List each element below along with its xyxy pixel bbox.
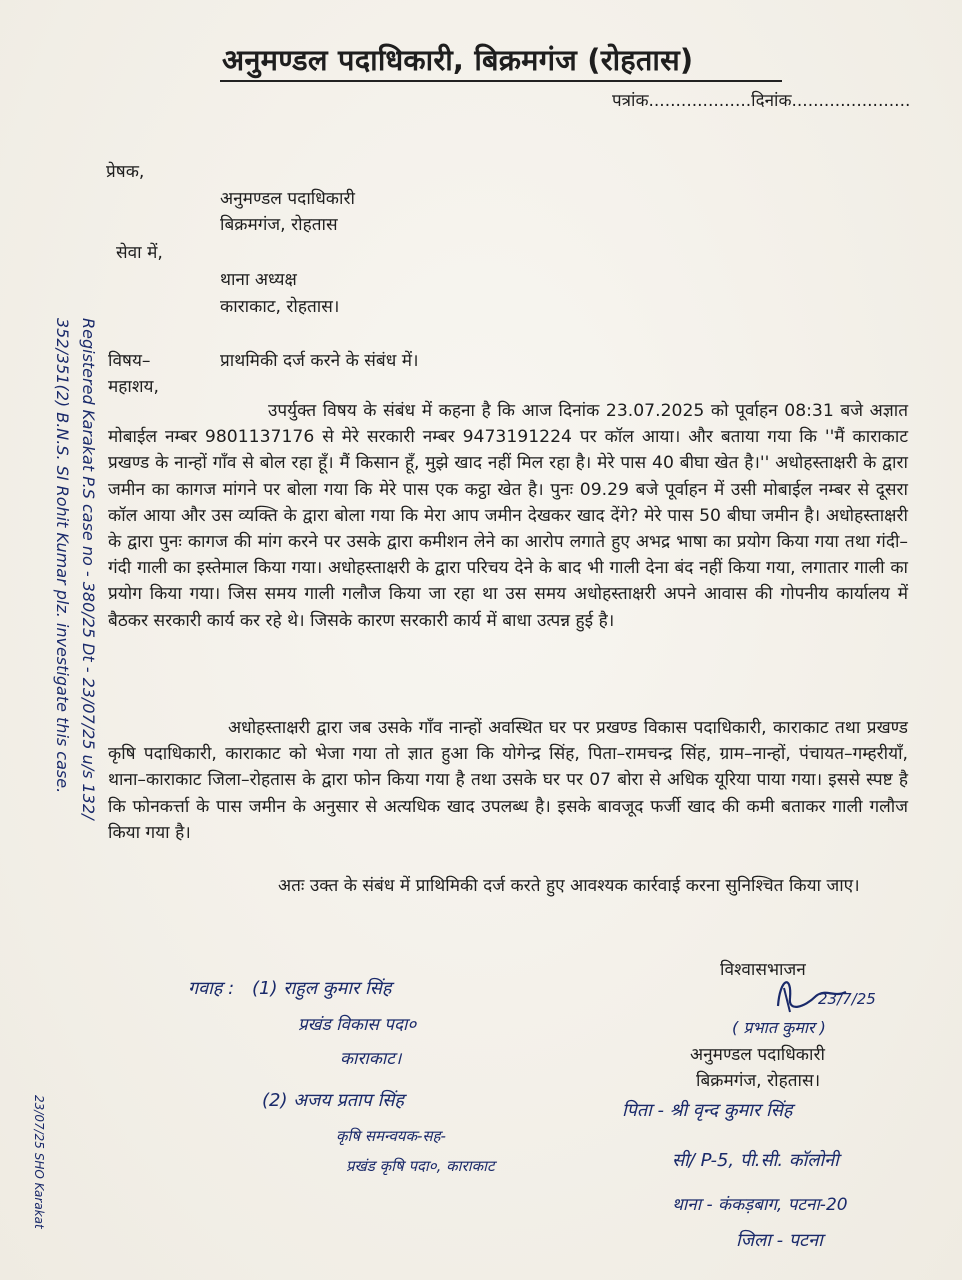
signatory-designation: अनुमण्डल पदाधिकारी — [690, 1045, 825, 1065]
recipient-line1: थाना अध्यक्ष — [220, 270, 297, 290]
margin-endorsement-line2: 352/351(2) B.N.S. SI Rohit Kumar plz. investigate this case. — [53, 318, 72, 794]
witness-1-designation: प्रखंड विकास पदा० — [298, 1015, 417, 1035]
letterhead-title: अनुमण्डल पदाधिकारी, बिक्रमगंज (रोहतास) — [222, 43, 694, 77]
sender-line2: बिक्रमगंज, रोहतास — [220, 215, 338, 235]
salutation: महाशय, — [108, 377, 159, 397]
witness-2-name: (2) अजय प्रताप सिंह — [262, 1090, 404, 1111]
reference-date-line: पत्रांक...................दिनांक...................... — [612, 91, 911, 111]
recipient-line2: काराकाट, रोहतास। — [220, 297, 340, 317]
subject-label: विषय– — [108, 351, 151, 371]
body-paragraph-1: उपर्युक्त विषय के संबंध में कहना है कि आज दिनांक 23.07.2025 को पूर्वाहन 08:31 बजे अज्ञात मोबाईल नम्बर 9801137176 से मेरे सरकारी नम्बर 9473191224 पर कॉल आया। और बताया गया कि ''मैं काराकाट प्रखण्ड के नान्हों गाँव से बोल रहा हूँ। मैं किसान हूँ, मुझे खाद नहीं मिल रहा है। मेरे पास 40 बीघा खेत है।'' अधोहस्ताक्षरी के द्वारा जमीन का कागज मांगने पर बोला गया कि मेरे पास एक कट्ठा खेत है। पुनः 09.29 बजे पूर्वाहन में उसी मोबाईल नम्बर से दूसरा कॉल आया और उस व्यक्ति के द्वारा बोला गया कि मेरा आप जमीन देखकर खाद देंगे? मेरे पास 50 बीघा जमीन है। अधोहस्ताक्षरी के द्वारा पुनः कागज की मांग करने पर उसके द्वारा कमीशन लेने का आरोप लगाते हुए अभद्र भाषा का प्रयोग किया गया तथा गंदी–गंदी गाली का इस्तेमाल किया गया। अधोहस्ताक्षरी के द्वारा परिचय देने के बाद भी गाली देना बंद नहीं किया गया, लगातार गाली का प्रयोग किया गया। जिस समय गाली गलौज किया जा रहा था उस समय अधोहस्ताक्षरी अपने आवास की गोपनीय कार्यालय में बैठकर सरकारी कार्य कर रहे थे। जिसके कारण सरकारी कार्य में बाधा उत्पन्न हुई है। — [108, 401, 908, 631]
witness-label: गवाह : — [188, 978, 235, 999]
letterhead-underline — [220, 80, 782, 82]
closing-regards: विश्वासभाजन — [720, 960, 806, 980]
sender-line1: अनुमण्डल पदाधिकारी — [220, 189, 355, 209]
margin-endorsement-line3: 23/07/25 SHO Karakat — [32, 1095, 46, 1229]
subject-text: प्राथमिकी दर्ज करने के संबंध में। — [220, 351, 419, 371]
handwritten-right-line2: सी/ P-5, पी.सी. कॉलोनी — [672, 1150, 839, 1171]
margin-endorsement-line1: Registered Karakat P.S case no - 380/25 Dt - 23/07/25 u/s 132/ — [79, 318, 98, 820]
witness-2-office: प्रखंड कृषि पदा०, काराकाट — [346, 1157, 495, 1175]
signatory-name: ( प्रभात कुमार ) — [732, 1018, 826, 1037]
witness-1-place: काराकाट। — [340, 1049, 402, 1069]
handwritten-right-line4: जिला - पटना — [736, 1230, 823, 1251]
signature-date: 23/7/25 — [818, 990, 876, 1008]
recipient-label: सेवा में, — [116, 243, 163, 263]
body-paragraph-3: अतः उक्त के संबंध में प्राथिमिकी दर्ज करते हुए आवश्यक कार्रवाई करना सुनिश्चित किया जाए। — [278, 876, 860, 896]
handwritten-right-line3: थाना - कंकड़बाग, पटना-20 — [672, 1195, 848, 1215]
body-paragraph-2: अधोहस्ताक्षरी द्वारा जब उसके गाँव नान्हों अवस्थित घर पर प्रखण्ड विकास पदाधिकारी, काराकाट तथा प्रखण्ड कृषि पदाधिकारी, काराकाट को भेजा गया तो ज्ञात हुआ कि योगेन्द्र सिंह, पिता–रामचन्द्र सिंह, ग्राम–नान्हों, पंचायत–गम्हरीयाँ, थाना–काराकाट जिला–रोहतास के द्वारा फोन किया गया है तथा उसके घर पर 07 बोरा से अधिक यूरिया पाया गया। इससे स्पष्ट है कि फोनकर्त्ता के पास जमीन के अनुसार से अत्यधिक खाद उपलब्ध है। इसके बावजूद फर्जी खाद की कमी बताकर गाली गलौज किया गया है। — [108, 718, 908, 843]
sender-label: प्रेषक, — [106, 162, 145, 182]
signatory-place: बिक्रमगंज, रोहतास। — [696, 1071, 821, 1091]
handwritten-right-line1: पिता - श्री वृन्द कुमार सिंह — [622, 1100, 793, 1121]
witness-2-designation: कृषि समन्वयक-सह- — [336, 1127, 446, 1145]
witness-1-name: (1) राहुल कुमार सिंह — [252, 978, 392, 999]
